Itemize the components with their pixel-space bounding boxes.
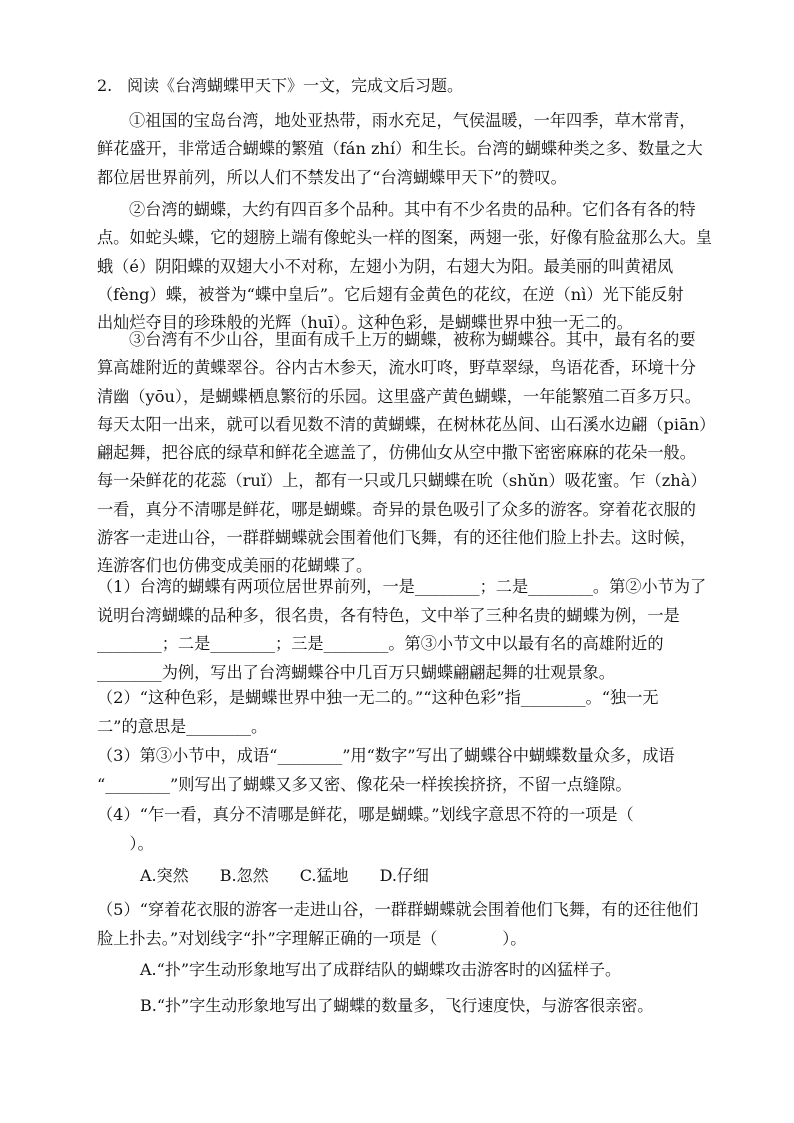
passage-line: 连游客们也仿佛变成美丽的花蝴蝶了。 <box>97 556 373 576</box>
passage-line: 翩起舞，把谷底的绿草和鲜花全遮盖了，仿佛仙女从空中撒下密密麻麻的花朵一般。 <box>97 443 696 463</box>
question-number: 2. <box>97 76 113 95</box>
question-5-option-b[interactable]: B.“扑”字生动形象地写出了蝴蝶的数量多，飞行速度快，与游客很亲密。 <box>140 996 654 1015</box>
option-a[interactable]: A.突然 <box>140 866 189 885</box>
passage-line: 游客一走进山谷，一群群蝴蝶就会围着他们飞舞，有的还往他们脸上扑去。这时候， <box>97 528 696 548</box>
question-line: 说明台湾蝴蝶的品种多，很名贵，各有特色，文中举了三种名贵的蝴蝶为例，一是 <box>97 605 680 625</box>
question-line: “________”则写出了蝴蝶又多又密、像花朵一样挨挨挤挤，不留一点缝隙。 <box>97 774 632 794</box>
passage-paragraph-2 <box>97 196 713 337</box>
question-1 <box>97 573 707 687</box>
passage-line: 每一朵鲜花的花蕊（ruǐ）上，都有一只或几只蝴蝶在吮（shǔn）吸花蜜。乍（zhà） <box>97 471 707 491</box>
passage-paragraph-3 <box>97 326 716 581</box>
question-line: （3）第③小节中，成语“________”用“数字”写出了蝴蝶谷中蝴蝶数量众多，成语 <box>97 746 675 765</box>
question-3 <box>97 742 699 799</box>
passage-line: 点。如蛇头蝶，它的翅膀上端有像蛇头一样的图案，两翅一张，好像有脸盆那么大。皇 <box>97 228 713 248</box>
passage-line: 蛾（é）阴阳蝶的双翅大小不对称，左翅小为阴，右翅大为阳。最美丽的叫黄裙凤 <box>97 256 674 276</box>
question-5 <box>97 896 699 953</box>
passage-line: ③台湾有不少山谷，里面有成千上万的蝴蝶，被称为蝴蝶谷。其中，最有名的要 <box>129 330 696 349</box>
question-line: （1）台湾的蝴蝶有两项位居世界前列，一是________；二是________。第②小节为了 <box>97 577 707 596</box>
question-line: （5）“穿着花衣服的游客一走进山谷，一群群蝴蝶就会围着他们飞舞，有的还往他们 <box>97 900 699 919</box>
question-line: 脸上扑去。”对划线字“扑”字理解正确的一项是（ ）。 <box>97 928 527 948</box>
question-title <box>97 72 717 100</box>
passage-line: 每天太阳一出来，就可以看见数不清的黄蝴蝶，在树林花丛间、山石溪水边翩（piān） <box>97 414 716 434</box>
option-c[interactable]: C.猛地 <box>299 866 349 885</box>
passage-line: （fèng）蝶，被誉为“蝶中皇后”。它后翅有金黄色的花纹，在逆（nì）光下能反射 <box>97 284 684 304</box>
passage-line: 出灿烂夺目的珍珠般的光辉（huī）。这种色彩，是蝴蝶世界中独一无二的。 <box>97 313 633 333</box>
passage-line: 都位居世界前列，所以人们不禁发出了“台湾蝴蝶甲天下”的赞叹。 <box>97 167 567 187</box>
question-line: （4）“乍一看，真分不清哪是鲜花，哪是蝴蝶。”划线字意思不符的一项是（ <box>97 805 634 824</box>
passage-line: ②台湾的蝴蝶，大约有四百多个品种。其中有不少名贵的品种。它们各有各的特 <box>129 200 696 219</box>
passage-line: ①祖国的宝岛台湾，地处亚热带，雨水充足，气侯温暖，一年四季，草木常青， <box>129 111 696 130</box>
passage-paragraph-1 <box>97 107 703 192</box>
question-instruction: 阅读《台湾蝴蝶甲天下》一文，完成文后习题。 <box>127 76 464 95</box>
question-line: ________为例，写出了台湾蝴蝶谷中几百万只蝴蝶翩翩起舞的壮观景象。 <box>97 662 615 682</box>
question-2 <box>97 684 699 741</box>
question-line: ）。 <box>97 833 154 853</box>
question-5-option-a[interactable]: A.“扑”字生动形象地写出了成群结队的蝴蝶攻击游客时的凶猛样子。 <box>140 960 622 979</box>
passage-line: 一看，真分不清哪是鲜花，哪是蝴蝶。奇异的景色吸引了众多的游客。穿着花衣服的 <box>97 499 696 519</box>
option-b[interactable]: B.忽然 <box>219 866 269 885</box>
question-line: 二”的意思是________。 <box>97 716 268 736</box>
passage-line: 清幽（yōu），是蝴蝶栖息繁衍的乐园。这里盛产黄色蝴蝶，一年能繁殖二百多万只。 <box>97 386 701 406</box>
question-4 <box>97 801 699 858</box>
passage-line: 鲜花盛开，非常适合蝴蝶的繁殖（fán zhí）和生长。台湾的蝴蝶种类之多、数量之大 <box>97 139 703 159</box>
option-d[interactable]: D.仔细 <box>379 866 429 885</box>
passage-line: 算高雄附近的黄蝶翠谷。谷内古木参天，流水叮咚，野草翠绿，鸟语花香，环境十分 <box>97 358 696 378</box>
question-line: ________；二是________；三是________。第③小节文中以最有名的高雄附近的 <box>97 634 664 653</box>
question-4-options <box>140 862 455 890</box>
question-line: （2）“这种色彩，是蝴蝶世界中独一无二的。”“这种色彩”指________。“独一无 <box>97 688 659 707</box>
